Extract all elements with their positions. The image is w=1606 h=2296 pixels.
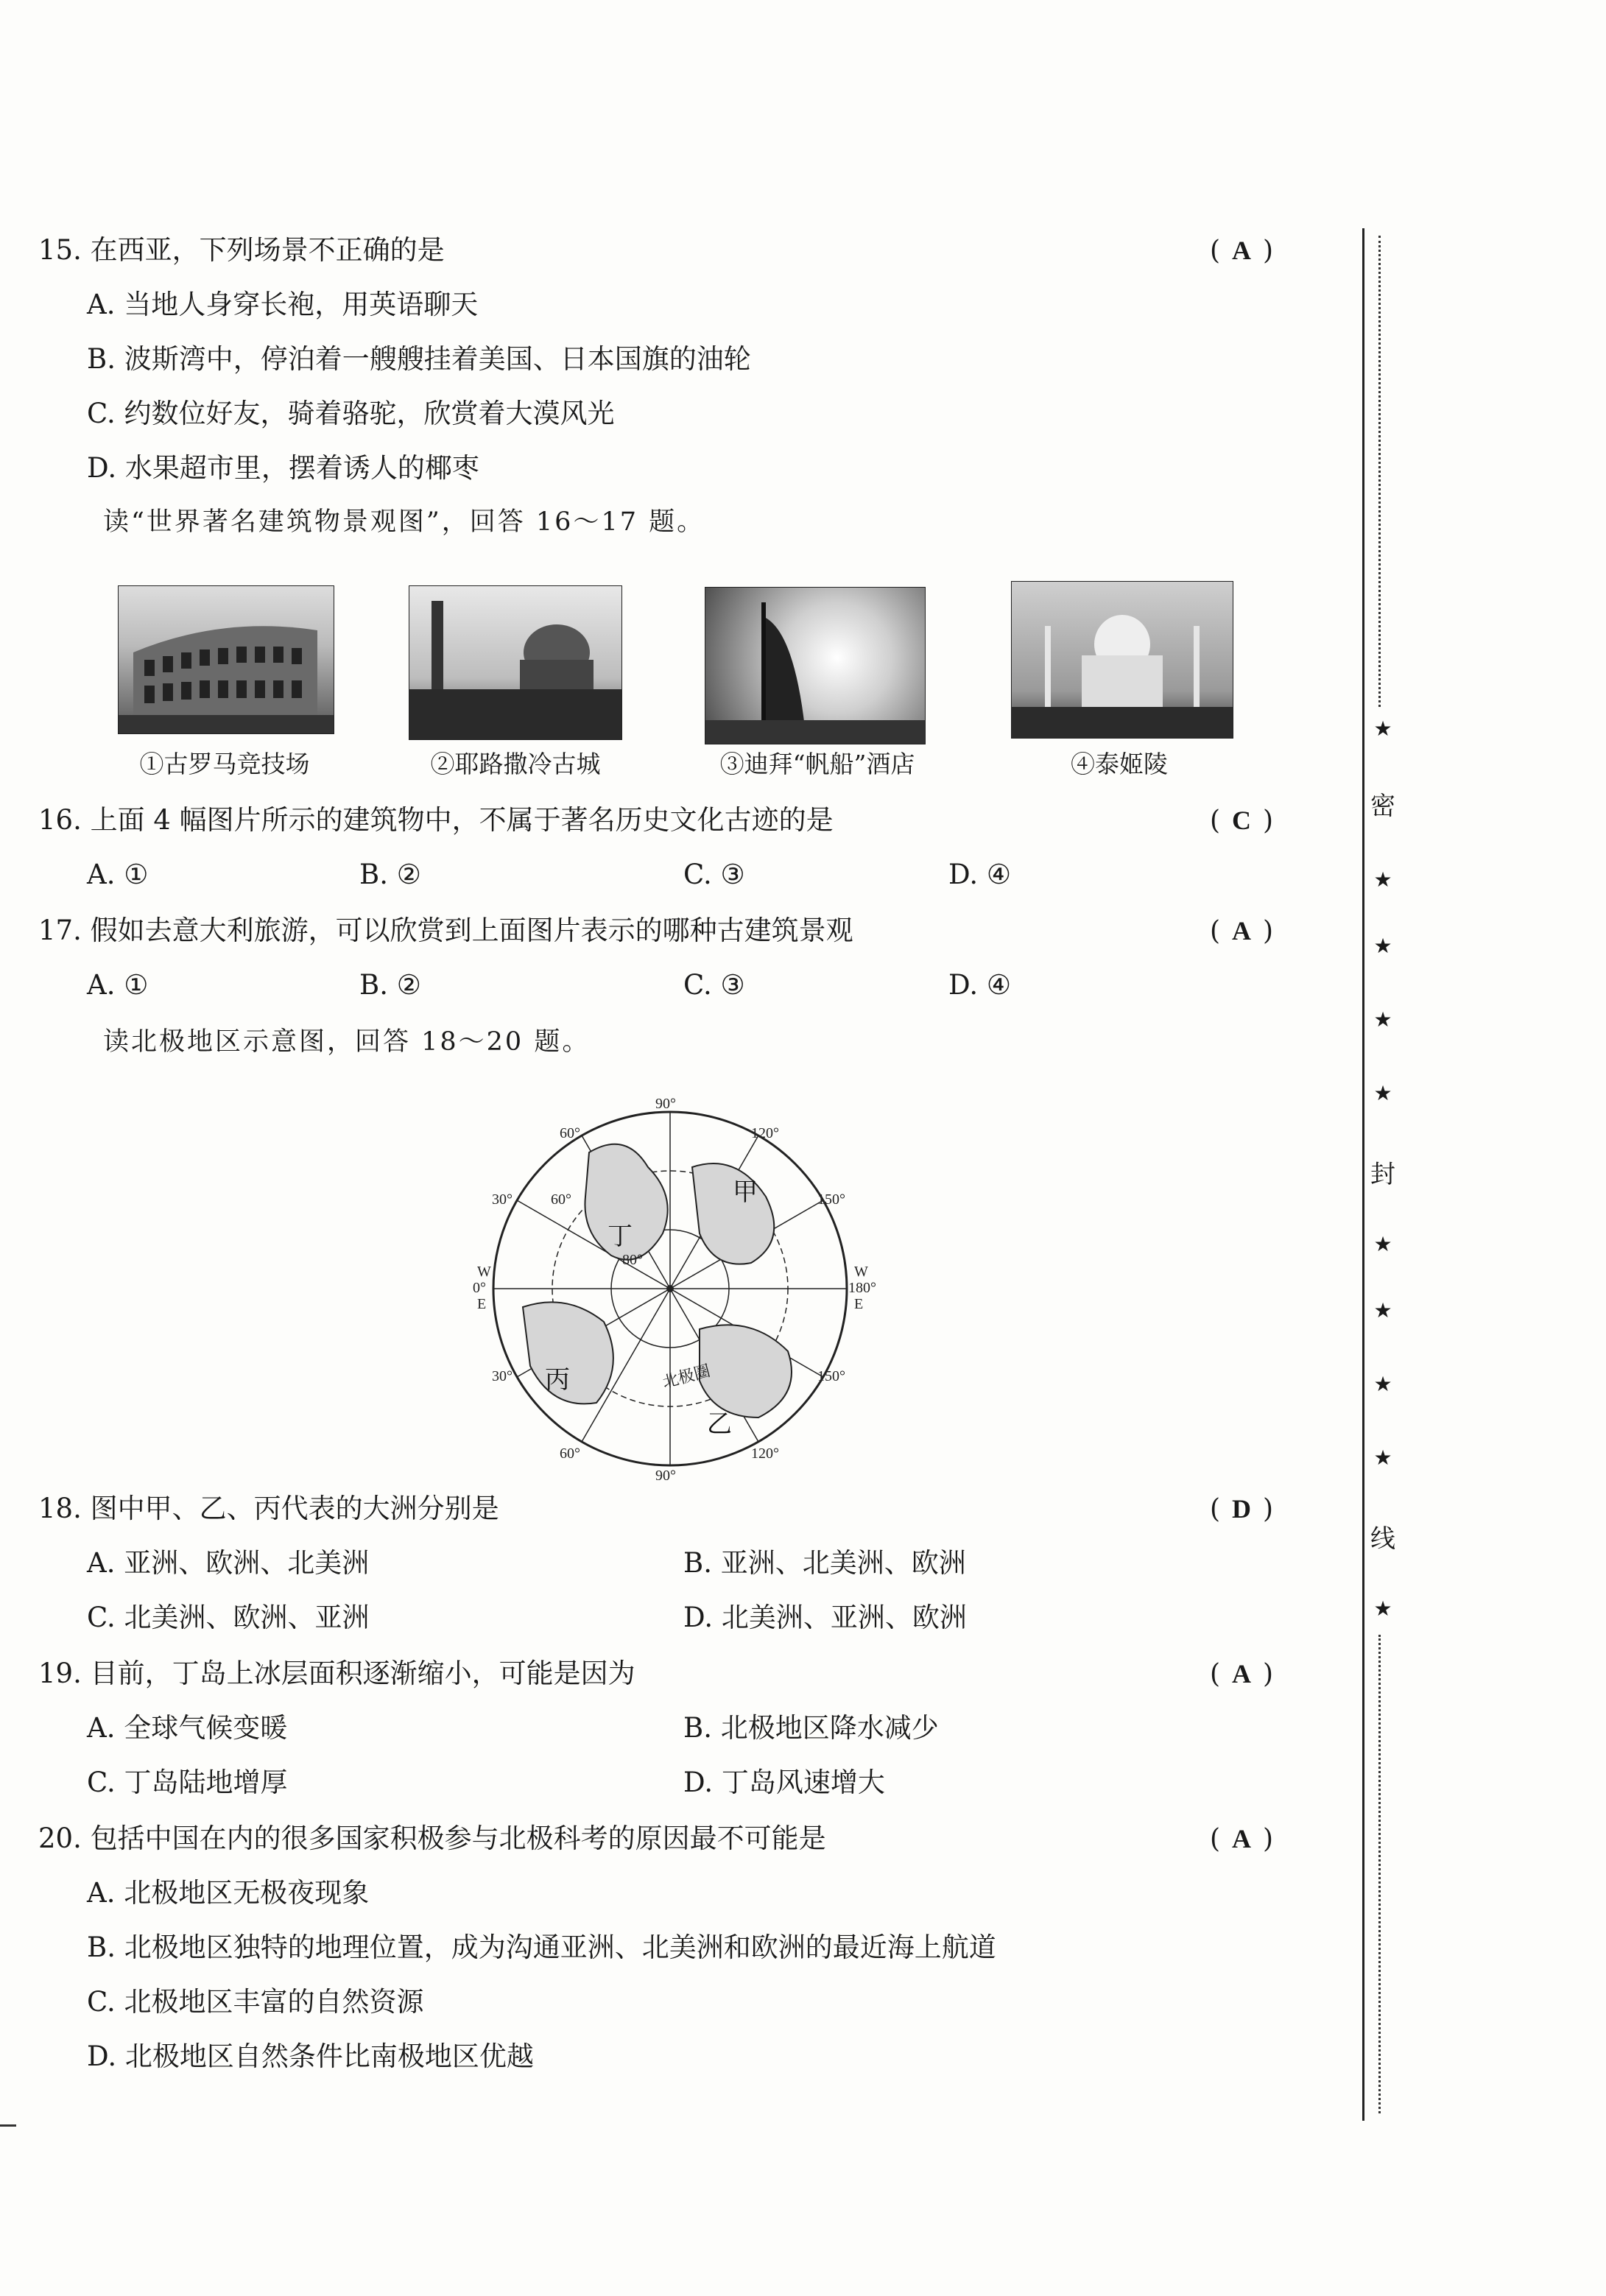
caption-2: ②耶路撒冷古城: [430, 750, 601, 778]
q20-option-a: A. 北极地区无极夜现象: [87, 1877, 370, 1909]
q19-option-c: C. 丁岛陆地增厚: [87, 1767, 288, 1798]
map-label-120-br: 120°: [751, 1445, 779, 1462]
binding-star: ★: [1373, 1372, 1392, 1396]
map-region-jia: 甲: [733, 1177, 758, 1207]
q17-option-d: D. ④: [948, 969, 1012, 1001]
map-region-bing: 丙: [545, 1365, 570, 1395]
map-label-150-br: 150°: [817, 1368, 845, 1384]
arctic-map: [457, 1086, 913, 1484]
map-label-120-tr: 120°: [751, 1125, 779, 1141]
q16-option-b: B. ②: [359, 859, 421, 890]
q20-option-b: B. 北极地区独特的地理位置，成为沟通亚洲、北美洲和欧洲的最近海上航道: [87, 1931, 996, 1963]
binding-line-dotted-bottom: [1378, 1635, 1381, 2113]
q16-option-a: A. ①: [87, 859, 149, 890]
map-label-90-top: 90°: [655, 1096, 676, 1112]
binding-char-xian: 线: [1370, 1524, 1395, 1554]
map-label-arctic-circle: 北极圈: [661, 1362, 713, 1392]
q19-option-d: D. 丁岛风速增大: [683, 1767, 885, 1798]
q15-stem: 15. 在西亚，下列场景不正确的是: [38, 234, 445, 266]
q18-option-b: B. 亚洲、北美洲、欧洲: [683, 1547, 966, 1579]
q16-stem: 16. 上面 4 幅图片所示的建筑物中，不属于著名历史文化古迹的是: [38, 804, 834, 836]
intro-18-20: 读北极地区示意图，回答 18～20 题。: [103, 1027, 591, 1057]
photo-burj-al-arab: [705, 587, 926, 744]
intro-16-17: 读“世界著名建筑物景观图”，回答 16～17 题。: [103, 507, 705, 537]
q18-option-a: A. 亚洲、欧洲、北美洲: [87, 1547, 370, 1579]
q18-option-d: D. 北美洲、亚洲、欧洲: [683, 1602, 967, 1633]
map-region-ding: 丁: [607, 1222, 633, 1251]
map-label-80: 80°: [622, 1252, 643, 1268]
map-label-90-bottom: 90°: [655, 1468, 676, 1484]
q15-option-d: D. 水果超市里，摆着诱人的椰枣: [87, 452, 479, 484]
photo-jerusalem: [409, 585, 622, 740]
q20-answer: ( A ): [1210, 1824, 1275, 1854]
q18-option-c: C. 北美洲、欧洲、亚洲: [87, 1602, 370, 1633]
binding-star: ★: [1373, 1298, 1392, 1323]
q17-stem: 17. 假如去意大利旅游，可以欣赏到上面图片表示的哪种古建筑景观: [38, 915, 853, 946]
caption-3: ③迪拜“帆船”酒店: [719, 750, 915, 778]
binding-star: ★: [1373, 1445, 1392, 1470]
photo-taj-mahal: [1011, 581, 1233, 739]
q15-answer: ( A ): [1210, 236, 1275, 266]
q16-option-c: C. ③: [683, 859, 745, 890]
binding-char-feng: 封: [1370, 1160, 1395, 1189]
q19-stem: 19. 目前，丁岛上冰层面积逐渐缩小，可能是因为: [38, 1658, 635, 1689]
binding-star: ★: [1373, 1596, 1392, 1621]
map-label-60-tl: 60°: [560, 1125, 580, 1141]
map-label-150-r: 150°: [817, 1191, 845, 1208]
binding-line-dotted-top: [1378, 236, 1381, 707]
map-label-w-left: W: [477, 1264, 491, 1280]
q19-answer: ( A ): [1210, 1659, 1275, 1689]
q15-option-b: B. 波斯湾中，停泊着一艘艘挂着美国、日本国旗的油轮: [87, 343, 751, 375]
map-label-30-bl: 30°: [492, 1368, 513, 1384]
binding-line-solid: [1362, 228, 1364, 2121]
q20-option-d: D. 北极地区自然条件比南极地区优越: [87, 2040, 534, 2072]
q20-option-c: C. 北极地区丰富的自然资源: [87, 1986, 424, 2018]
q18-answer: ( D ): [1210, 1494, 1275, 1524]
map-label-60-bl: 60°: [560, 1445, 580, 1462]
binding-star: ★: [1373, 716, 1392, 741]
q16-option-d: D. ④: [948, 859, 1012, 890]
binding-star: ★: [1373, 1007, 1392, 1032]
q16-answer: ( C ): [1210, 806, 1275, 836]
q19-option-a: A. 全球气候变暖: [87, 1712, 288, 1744]
map-label-w-right: W: [854, 1264, 868, 1280]
map-label-60-inner: 60°: [551, 1191, 571, 1208]
binding-char-mi: 密: [1370, 792, 1395, 821]
binding-star: ★: [1373, 1232, 1392, 1256]
q17-answer: ( A ): [1210, 916, 1275, 946]
binding-star: ★: [1373, 934, 1392, 958]
map-label-e-left: E: [477, 1296, 487, 1312]
q20-stem: 20. 包括中国在内的很多国家积极参与北极科考的原因最不可能是: [38, 1823, 826, 1854]
binding-star: ★: [1373, 867, 1392, 892]
caption-4: ④泰姬陵: [1071, 750, 1168, 778]
map-region-yi: 乙: [707, 1409, 732, 1439]
q18-stem: 18. 图中甲、乙、丙代表的大洲分别是: [38, 1493, 499, 1524]
map-label-e-right: E: [854, 1296, 864, 1312]
q17-option-a: A. ①: [87, 969, 149, 1001]
q19-option-b: B. 北极地区降水减少: [683, 1712, 939, 1744]
binding-star: ★: [1373, 1081, 1392, 1105]
caption-1: ①古罗马竞技场: [139, 750, 310, 778]
map-label-180: 180°: [848, 1280, 876, 1296]
q17-option-c: C. ③: [683, 969, 745, 1001]
q15-option-c: C. 约数位好友，骑着骆驼，欣赏着大漠风光: [87, 398, 615, 429]
map-label-0: 0°: [473, 1280, 486, 1296]
map-label-30-l: 30°: [492, 1191, 513, 1208]
photo-colosseum: [118, 585, 334, 734]
scan-mark: [0, 2124, 16, 2127]
q17-option-b: B. ②: [359, 969, 421, 1001]
q15-option-a: A. 当地人身穿长袍，用英语聊天: [87, 289, 479, 320]
